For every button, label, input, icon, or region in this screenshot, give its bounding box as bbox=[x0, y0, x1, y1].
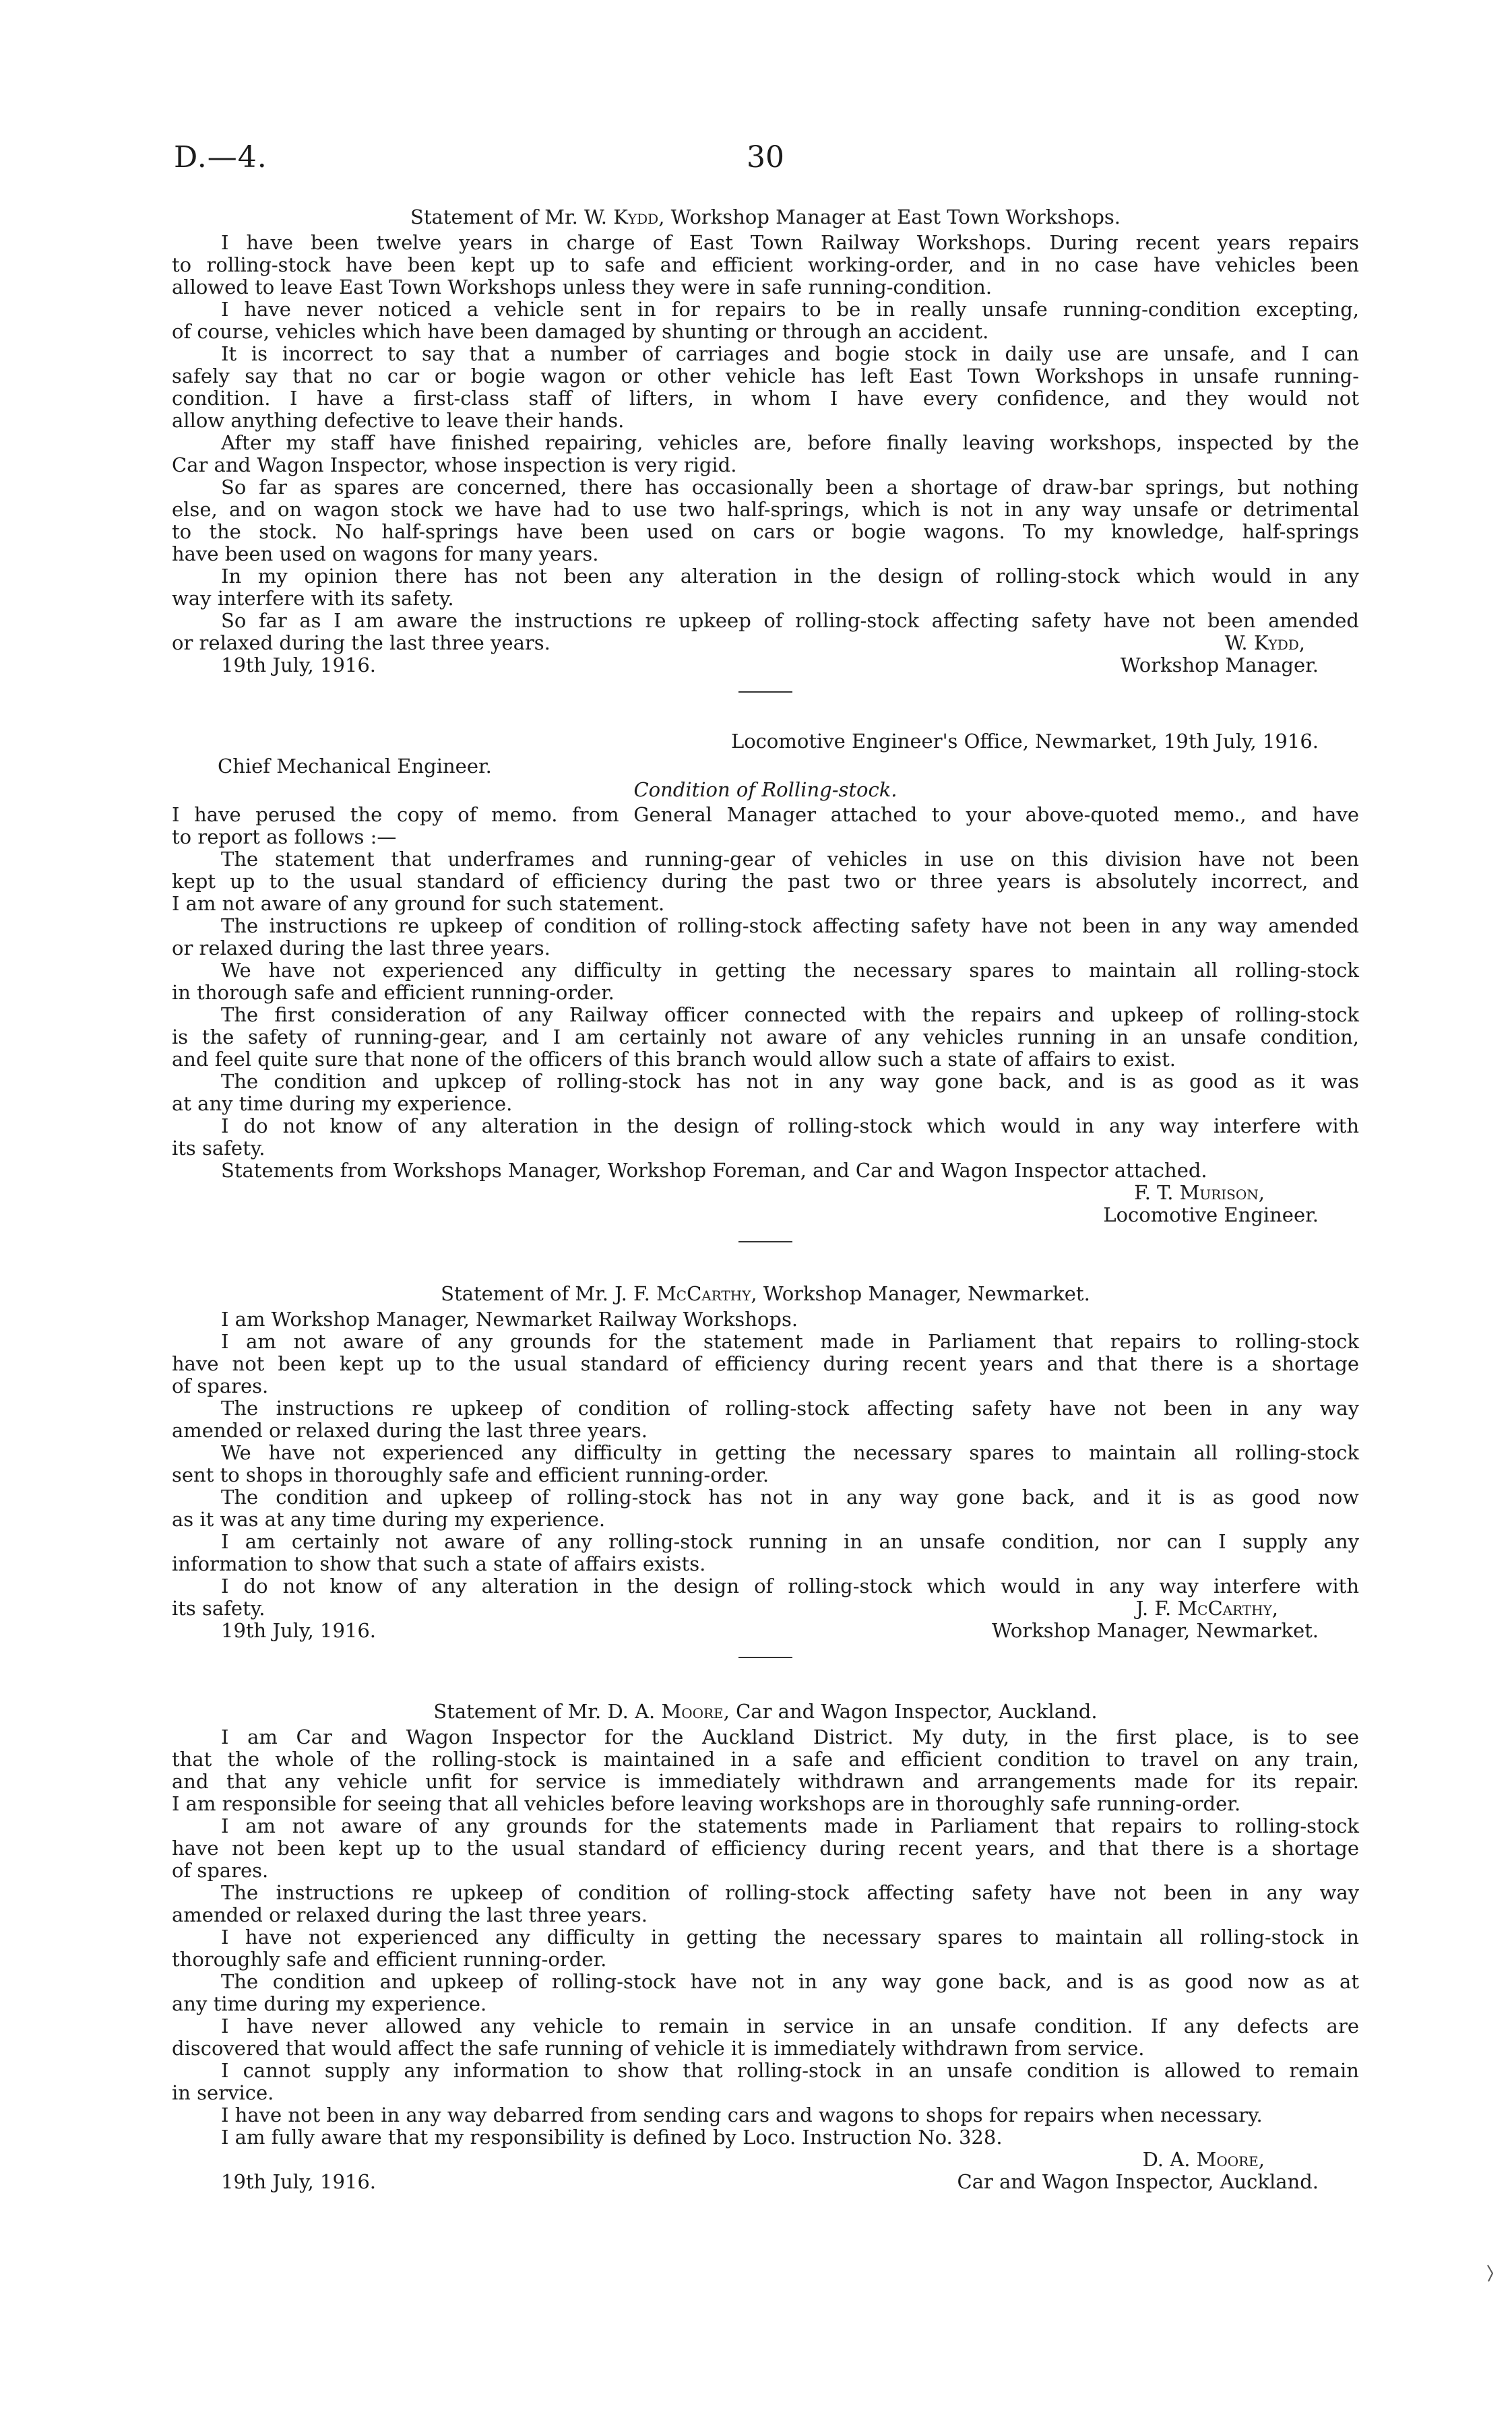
heading-text: Statement of Mr. W. bbox=[410, 205, 608, 228]
page-number: 30 bbox=[747, 140, 784, 175]
section-divider bbox=[738, 691, 792, 693]
memo-murison bbox=[172, 730, 1359, 1242]
paragraph-line: The condition and upkeep of rolling-stock has not in any way gone back, and it is as good now bbox=[221, 1486, 1359, 1509]
paragraph-line: as it was at any time during my experience. bbox=[172, 1508, 606, 1531]
statement-moore bbox=[172, 1699, 1359, 2193]
paragraph-line: in thorough safe and efficient running-order. bbox=[172, 981, 615, 1004]
paragraph-line: of course, vehicles which have been damaged by shunting or through an accident. bbox=[172, 320, 989, 343]
paragraph-line: information to show that such a state of affairs exists. bbox=[172, 1552, 706, 1575]
paragraph-line: I am fully aware that my responsibility is defined by Loco. Instruction No. 328. bbox=[221, 2126, 1003, 2149]
paragraph-line: I am certainly not aware of any rolling-stock running in an unsafe condition, nor can I supply any bbox=[221, 1530, 1359, 1553]
paragraph-line: Car and Wagon Inspector, whose inspection is very rigid. bbox=[172, 453, 737, 476]
heading-text: Statement of Mr. D. A. bbox=[433, 1700, 656, 1723]
heading-name: Moore bbox=[661, 1700, 724, 1723]
document-id: D.—4. bbox=[174, 140, 267, 175]
statement-date: 19th July, 1916. bbox=[221, 654, 377, 676]
paragraph-line: to the stock. No half-springs have been used on cars or bogie wagons. To my knowledge, half-springs bbox=[172, 520, 1359, 543]
paragraph-line: allowed to leave East Town Workshops unless they were in safe running-condition. bbox=[172, 276, 993, 298]
paragraph-line: that the whole of the rolling-stock is maintained in a safe and efficient condition to travel on any train, bbox=[172, 1748, 1359, 1771]
paragraph-line: I have never noticed a vehicle sent in for repairs to be in really unsafe running-condition excepting, bbox=[221, 298, 1359, 321]
page-header bbox=[174, 140, 1360, 181]
paragraph-line: The instructions re upkeep of condition of rolling-stock affecting safety have not been in any way amended bbox=[221, 914, 1359, 937]
signatory-name: J. F. McCarthy, bbox=[1135, 1597, 1278, 1620]
memo-subject: Condition of Rolling-stock. bbox=[633, 778, 897, 801]
paragraph-line: I do not know of any alteration in the design of rolling-stock which would in any way interfere with bbox=[221, 1114, 1359, 1137]
paragraph-line: We have not experienced any difficulty in getting the necessary spares to maintain all rolling-stock bbox=[221, 959, 1359, 982]
paragraph-line: We have not experienced any difficulty in getting the necessary spares to maintain all rolling-stock bbox=[221, 1441, 1359, 1464]
paragraph-line: condition. I have a first-class staff of lifters, in whom I have every confidence, and they would not bbox=[172, 387, 1359, 410]
heading-text: , Workshop Manager at East Town Workshops. bbox=[658, 205, 1121, 228]
paragraph-line: discovered that would affect the safe running of vehicle it is immediately withdrawn from service. bbox=[172, 2037, 1145, 2060]
paragraph-line: I am Car and Wagon Inspector for the Auckland District. My duty, in the first place, is to see bbox=[221, 1726, 1359, 1748]
paragraph-line: I have never allowed any vehicle to remain in service in an unsafe condition. If any defects are bbox=[221, 2015, 1359, 2037]
paragraph-line: its safety. bbox=[172, 1597, 265, 1620]
paragraph-line: is the safety of running-gear, and I am certainly not aware of any vehicles running in an unsafe condition, bbox=[172, 1025, 1359, 1048]
paragraph-line: or relaxed during the last three years. bbox=[172, 937, 550, 959]
heading-text: , Workshop Manager, Newmarket. bbox=[751, 1282, 1090, 1305]
heading-text: , Car and Wagon Inspector, Auckland. bbox=[723, 1700, 1098, 1723]
memo-dateline: Locomotive Engineer's Office, Newmarket, 19th July, 1916. bbox=[730, 730, 1319, 753]
signature-row bbox=[172, 654, 1359, 676]
paragraph-line: to rolling-stock have been kept up to safe and efficient working-order, and in no case have vehicles been bbox=[172, 253, 1359, 276]
signatory-title: Locomotive Engineer. bbox=[1103, 1203, 1319, 1226]
paragraph-line: I am responsible for seeing that all vehicles before leaving workshops are in thoroughly safe running-order. bbox=[172, 1792, 1241, 1815]
signature-row bbox=[172, 1598, 1359, 1620]
signatory-name: F. T. Murison, bbox=[1134, 1181, 1265, 1204]
paragraph-line: safely say that no car or bogie wagon or other vehicle has left East Town Workshops in unsafe running- bbox=[172, 365, 1359, 387]
signature-row bbox=[172, 1204, 1359, 1226]
paragraph-line: thoroughly safe and efficient running-order. bbox=[172, 1948, 607, 1971]
memo-addressee: Chief Mechanical Engineer. bbox=[218, 755, 492, 778]
signatory-name: W. Kydd, bbox=[1224, 631, 1305, 654]
heading-text: Statement of Mr. J. F. bbox=[441, 1282, 650, 1305]
statement-heading bbox=[172, 1699, 1359, 1724]
paragraph-line: kept up to the usual standard of efficiency during the past two or three years is absolutely incorrect, and bbox=[172, 870, 1359, 893]
paragraph-line: The instructions re upkeep of condition of rolling-stock affecting safety have not been in any way bbox=[221, 1881, 1359, 1904]
paragraph-line: amended or relaxed during the last three years. bbox=[172, 1903, 648, 1926]
signatory-title: Car and Wagon Inspector, Auckland. bbox=[957, 2170, 1319, 2193]
paragraph-line: allow anything defective to leave their hands. bbox=[172, 409, 625, 432]
paragraph-line: to report as follows :— bbox=[172, 825, 397, 848]
paragraph-line: and feel quite sure that none of the officers of this branch would allow such a state of affairs to exist. bbox=[172, 1048, 1176, 1071]
paragraph-line: have not been kept up to the usual standard of efficiency during recent years and that there is a shortage bbox=[172, 1352, 1359, 1375]
paragraph-line: I am not aware of any grounds for the statement made in Parliament that repairs to rolling-stock bbox=[221, 1330, 1359, 1353]
paragraph-line: amended or relaxed during the last three years. bbox=[172, 1419, 648, 1442]
paragraph-line: I have perused the copy of memo. from General Manager attached to your above-quoted memo., and have bbox=[172, 803, 1359, 826]
paragraph-line: in service. bbox=[172, 2081, 274, 2104]
paragraph-line: So far as spares are concerned, there has occasionally been a shortage of draw-bar springs, but nothing bbox=[221, 476, 1359, 499]
paragraph-line: have been used on wagons for many years. bbox=[172, 542, 599, 565]
paragraph-line: at any time during my experience. bbox=[172, 1092, 513, 1115]
paragraph-line: In my opinion there has not been any alteration in the design of rolling-stock which would in any bbox=[221, 565, 1359, 588]
statement-mccarthy bbox=[172, 1282, 1359, 1658]
section-divider bbox=[738, 1657, 792, 1658]
paragraph-line: I am not aware of any grounds for the statements made in Parliament that repairs to rolling-stock bbox=[221, 1814, 1359, 1837]
paragraph-line: of spares. bbox=[172, 1374, 269, 1397]
paragraph-line: I have been twelve years in charge of East Town Railway Workshops. During recent years repairs bbox=[221, 231, 1359, 254]
paragraph-line: of spares. bbox=[172, 1859, 269, 1882]
paragraph-line: It is incorrect to say that a number of carriages and bogie stock in daily use are unsafe, and I can bbox=[221, 342, 1359, 365]
statement-kydd bbox=[172, 205, 1359, 693]
statement-date: 19th July, 1916. bbox=[221, 2170, 377, 2193]
paragraph-line: I do not know of any alteration in the design of rolling-stock which would in any way interfere with bbox=[221, 1575, 1359, 1598]
paragraph-line: The instructions re upkeep of condition of rolling-stock affecting safety have not been in any way bbox=[221, 1397, 1359, 1420]
paragraph-line: its safety. bbox=[172, 1137, 265, 1160]
paragraph-line: or relaxed during the last three years. bbox=[172, 631, 550, 654]
section-divider bbox=[738, 1241, 792, 1242]
paragraph-line: have not been kept up to the usual standard of efficiency during recent years, and that there is a shortage bbox=[172, 1837, 1359, 1860]
paragraph-line: sent to shops in thoroughly safe and efficient running-order. bbox=[172, 1463, 769, 1486]
paragraph-line: I am Workshop Manager, Newmarket Railway Workshops. bbox=[221, 1308, 798, 1331]
heading-name: Kydd bbox=[613, 205, 659, 228]
signature-row bbox=[172, 1620, 1359, 1642]
signatory-name: D. A. Moore, bbox=[1142, 2148, 1265, 2171]
paragraph-line: else, and on wagon stock we have had to use two half-springs, which is not in any way unsafe or detrimental bbox=[172, 498, 1359, 521]
signatory-title: Workshop Manager. bbox=[1120, 654, 1319, 676]
paragraph-line: I have not been in any way debarred from sending cars and wagons to shops for repairs when necessary. bbox=[221, 2104, 1263, 2126]
paragraph-line: I have not experienced any difficulty in getting the necessary spares to maintain all rolling-stock in bbox=[221, 1926, 1359, 1949]
signatory-title: Workshop Manager, Newmarket. bbox=[992, 1619, 1319, 1642]
paragraph-line: So far as I am aware the instructions re upkeep of rolling-stock affecting safety have not been amended bbox=[221, 609, 1359, 632]
paragraph-line: The condition and upkeep of rolling-stock have not in any way gone back, and is as good now as at bbox=[221, 1970, 1359, 1993]
statement-heading bbox=[172, 205, 1359, 229]
heading-name: McCarthy bbox=[656, 1282, 751, 1305]
paragraph-line: After my staff have finished repairing, vehicles are, before finally leaving workshops, inspected by the bbox=[221, 431, 1359, 454]
paragraph-line: The first consideration of any Railway officer connected with the repairs and upkeep of rolling-stock bbox=[221, 1003, 1359, 1026]
paragraph-line: and that any vehicle unfit for service is immediately withdrawn and arrangements made for its repair. bbox=[172, 1770, 1359, 1793]
paragraph-line: Statements from Workshops Manager, Workshop Foreman, and Car and Wagon Inspector attached. bbox=[221, 1159, 1207, 1182]
paragraph-line: I am not aware of any ground for such statement. bbox=[172, 892, 665, 915]
margin-mark bbox=[1486, 2264, 1495, 2283]
signature-row bbox=[172, 632, 1359, 654]
paragraph-line: The statement that underframes and running-gear of vehicles in use on this division have not been bbox=[221, 848, 1359, 871]
paragraph-line: I cannot supply any information to show that rolling-stock in an unsafe condition is allowed to remain bbox=[221, 2059, 1359, 2082]
paragraph-line: way interfere with its safety. bbox=[172, 587, 454, 610]
paragraph-line: any time during my experience. bbox=[172, 1992, 487, 2015]
signature-row bbox=[172, 2171, 1359, 2193]
statement-date: 19th July, 1916. bbox=[221, 1619, 377, 1642]
statement-heading bbox=[172, 1282, 1359, 1306]
paragraph-line: The condition and upkcep of rolling-stock has not in any way gone back, and is as good as it was bbox=[221, 1070, 1359, 1093]
